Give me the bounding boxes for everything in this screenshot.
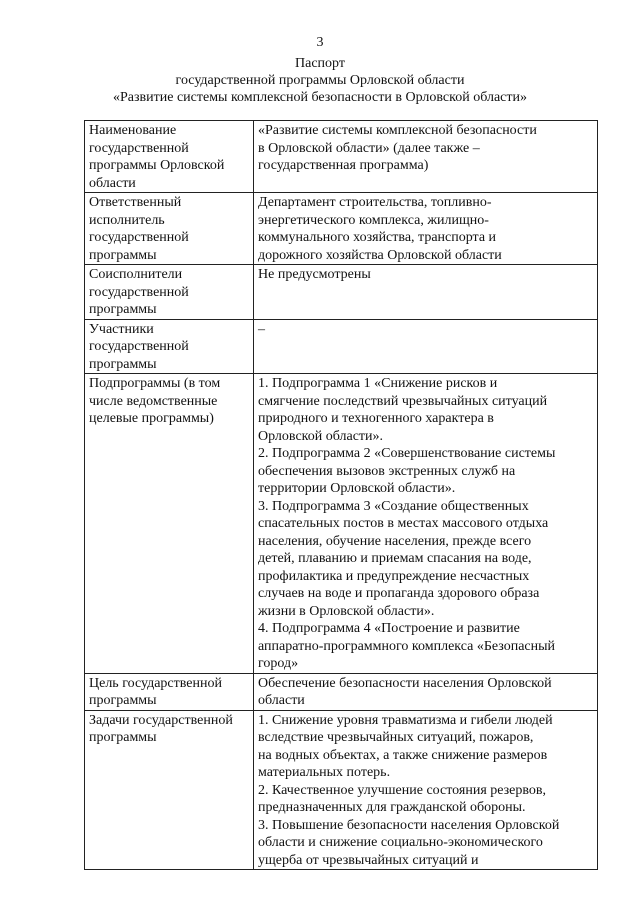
row-label-line: Наименование — [89, 123, 177, 138]
row-value-line: Обеспечение безопасности населения Орловской — [258, 675, 552, 691]
table-row — [85, 710, 598, 870]
row-value-line: государственная программа) — [258, 158, 429, 173]
document-heading — [0, 55, 640, 106]
row-label-cell — [85, 193, 254, 265]
row-value-line: 2. Качественное улучшение состояния резервов, — [258, 782, 547, 798]
row-value-line: 1. Подпрограмма 1 «Снижение рисков и — [258, 376, 498, 391]
row-value-cell — [254, 710, 598, 870]
row-value-line: аппаратно-программного комплекса «Безопасный — [258, 638, 556, 654]
row-value-line: спасательных постов в местах массового отдыха — [258, 516, 549, 531]
row-label-line: исполнитель — [89, 212, 165, 228]
row-label-line: программы — [89, 356, 157, 372]
row-label-line: Участники — [89, 321, 154, 337]
row-value-line: детей, плаванию и приемам спасания на воде, — [258, 551, 532, 566]
heading-program-name: «Развитие системы комплексной безопасности в Орловской области» — [112, 90, 527, 105]
row-value-line: ущерба от чрезвычайных ситуаций и — [258, 852, 479, 868]
row-value-line: области и снижение социально-экономического — [258, 835, 543, 850]
row-value-line: на водных объектах, а также снижение размеров — [258, 747, 548, 763]
row-label-line: Подпрограммы (в том — [89, 376, 221, 391]
row-value-cell — [254, 121, 598, 193]
row-value-line: материальных потерь. — [258, 765, 391, 780]
row-value-cell — [254, 673, 598, 710]
row-value-line: 3. Повышение безопасности населения Орловской — [258, 817, 560, 833]
row-label-line: государственной — [89, 140, 189, 156]
row-label-line: программы — [89, 730, 157, 745]
row-value-line: в Орловской области» (далее также – — [258, 140, 480, 156]
row-value-line: дорожного хозяйства Орловской области — [258, 247, 502, 263]
row-label-line: области — [89, 175, 136, 191]
row-value-cell — [254, 193, 598, 265]
heading-title: Паспорт — [295, 56, 345, 71]
table-row — [85, 673, 598, 710]
row-label-line: программы — [89, 693, 157, 708]
row-label-line: программы — [89, 302, 157, 317]
row-value-line: Не предусмотрены — [258, 267, 371, 282]
row-label-line: целевые программы) — [89, 411, 214, 426]
row-value-line: обеспечения вызовов экстренных служб на — [258, 463, 516, 479]
row-label-cell — [85, 673, 254, 710]
row-label-cell — [85, 374, 254, 674]
table-row — [85, 374, 598, 674]
passport-table-body — [85, 121, 598, 870]
table-row — [85, 265, 598, 320]
row-label-line: Цель государственной — [89, 675, 222, 691]
row-label-line: Задачи государственной — [89, 712, 233, 728]
row-label-line: программы Орловской — [89, 158, 225, 173]
row-label-line: государственной — [89, 339, 189, 354]
heading-subtitle: государственной программы Орловской области — [175, 73, 465, 88]
row-value-line: коммунального хозяйства, транспорта и — [258, 230, 497, 245]
row-value-cell — [254, 319, 598, 374]
row-label-line: числе ведомственные — [89, 393, 218, 409]
page-number: 3 — [316, 35, 324, 50]
row-label-cell — [85, 710, 254, 870]
row-value-line: энергетического комплекса, жилищно- — [258, 212, 489, 228]
row-label-line: Соисполнители — [89, 267, 183, 282]
table-row — [85, 319, 598, 374]
row-value-line: профилактика и предупреждение несчастных — [258, 568, 530, 584]
row-value-line: Департамент строительства, топливно- — [258, 195, 492, 210]
row-value-line: населения, обучение населения, прежде всего — [258, 533, 532, 549]
row-label-cell — [85, 121, 254, 193]
row-label-line: Ответственный — [89, 195, 182, 210]
row-value-cell — [254, 374, 598, 674]
row-value-line: территории Орловской области». — [258, 481, 456, 496]
row-value-line: 3. Подпрограмма 3 «Создание общественных — [258, 498, 529, 514]
row-value-line: области — [258, 693, 305, 708]
row-value-line: предназначенных для гражданской обороны. — [258, 800, 526, 815]
row-value-line: Орловской области». — [258, 428, 384, 444]
row-label-cell — [85, 319, 254, 374]
row-label-line: государственной — [89, 230, 189, 245]
row-label-cell — [85, 265, 254, 320]
row-value-line: смягчение последствий чрезвычайных ситуаций — [258, 393, 548, 409]
row-value-line: случаев на воде и пропаганда здорового образа — [258, 586, 540, 601]
row-value-line: 2. Подпрограмма 2 «Совершенствование системы — [258, 446, 556, 461]
row-label-line: программы — [89, 247, 157, 263]
table-row — [85, 121, 598, 193]
row-value-line: 4. Подпрограмма 4 «Построение и развитие — [258, 621, 520, 636]
passport-table — [84, 120, 598, 870]
row-value-line: жизни в Орловской области». — [258, 603, 435, 619]
row-value-line: природного и техногенного характера в — [258, 411, 494, 426]
row-value-line: вследствие чрезвычайных ситуаций, пожаров, — [258, 730, 534, 745]
row-value-line: – — [258, 321, 265, 337]
row-value-line: город» — [258, 656, 299, 671]
table-row — [85, 193, 598, 265]
row-value-line: «Развитие системы комплексной безопасности — [258, 123, 537, 138]
row-value-cell — [254, 265, 598, 320]
row-value-line: 1. Снижение уровня травматизма и гибели людей — [258, 712, 553, 728]
row-label-line: государственной — [89, 284, 189, 300]
